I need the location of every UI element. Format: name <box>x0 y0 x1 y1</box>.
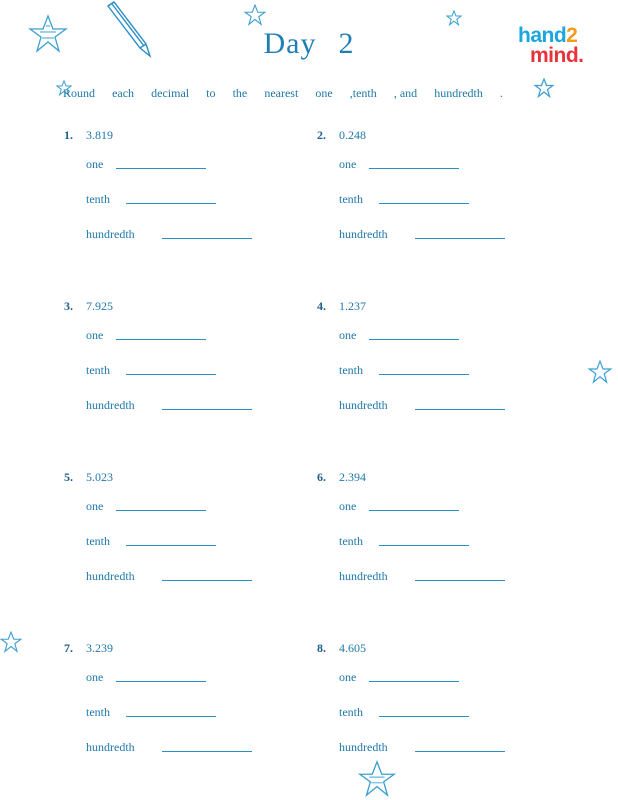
problem-8 <box>317 641 517 771</box>
answer-line-one[interactable] <box>116 339 206 340</box>
problem-3 <box>64 299 264 429</box>
label-tenth: tenth <box>86 363 110 377</box>
answer-line-tenth[interactable] <box>379 545 469 546</box>
answer-line-hundredth[interactable] <box>415 238 505 239</box>
label-hundredth: hundredth <box>86 398 135 412</box>
instruction-word: , and <box>393 86 418 100</box>
label-hundredth: hundredth <box>339 740 388 754</box>
answer-line-hundredth[interactable] <box>162 409 252 410</box>
answer-line-hundredth[interactable] <box>415 409 505 410</box>
hand2mind-logo <box>518 24 598 70</box>
logo-hand: hand <box>518 24 567 47</box>
problem-number: 6. <box>317 470 326 484</box>
label-one: one <box>86 499 104 513</box>
answer-line-hundredth[interactable] <box>162 238 252 239</box>
problem-value: 3.819 <box>86 128 113 142</box>
answer-line-one[interactable] <box>116 510 206 511</box>
label-hundredth: hundredth <box>86 227 135 241</box>
answer-line-one[interactable] <box>116 681 206 682</box>
instruction-word: . <box>499 86 503 100</box>
problem-number: 2. <box>317 128 326 142</box>
problem-value: 2.394 <box>339 470 366 484</box>
label-tenth: tenth <box>86 705 110 719</box>
instruction-word: ,tenth <box>349 86 377 100</box>
answer-line-one[interactable] <box>116 168 206 169</box>
title-word: Day <box>263 27 317 60</box>
star-icon <box>244 4 266 26</box>
problem-5 <box>64 470 264 600</box>
answer-line-hundredth[interactable] <box>162 751 252 752</box>
instruction-word: to <box>206 86 216 100</box>
logo-mind: mind. <box>530 44 584 67</box>
logo-two: 2 <box>566 24 578 47</box>
label-hundredth: hundredth <box>339 398 388 412</box>
label-one: one <box>86 670 104 684</box>
answer-line-one[interactable] <box>369 510 459 511</box>
problem-1 <box>64 128 264 258</box>
answer-line-tenth[interactable] <box>379 716 469 717</box>
label-one: one <box>339 670 357 684</box>
label-tenth: tenth <box>86 192 110 206</box>
answer-line-one[interactable] <box>369 681 459 682</box>
problem-number: 7. <box>64 641 73 655</box>
answer-line-tenth[interactable] <box>379 203 469 204</box>
label-hundredth: hundredth <box>86 740 135 754</box>
answer-line-tenth[interactable] <box>126 716 216 717</box>
answer-line-hundredth[interactable] <box>415 751 505 752</box>
problem-number: 8. <box>317 641 326 655</box>
answer-line-tenth[interactable] <box>126 203 216 204</box>
answer-line-hundredth[interactable] <box>162 580 252 581</box>
instruction-word: nearest <box>264 86 299 100</box>
answer-line-tenth[interactable] <box>126 545 216 546</box>
problem-value: 7.925 <box>86 299 113 313</box>
answer-line-tenth[interactable] <box>126 374 216 375</box>
answer-line-one[interactable] <box>369 339 459 340</box>
problem-value: 5.023 <box>86 470 113 484</box>
problem-4 <box>317 299 517 429</box>
label-tenth: tenth <box>339 192 363 206</box>
label-tenth: tenth <box>339 534 363 548</box>
label-one: one <box>86 328 104 342</box>
label-tenth: tenth <box>339 363 363 377</box>
label-tenth: tenth <box>339 705 363 719</box>
title-day-number: 2 <box>338 27 355 60</box>
problem-number: 4. <box>317 299 326 313</box>
instruction-word: one <box>315 86 333 100</box>
label-one: one <box>86 157 104 171</box>
problem-number: 1. <box>64 128 73 142</box>
answer-line-tenth[interactable] <box>379 374 469 375</box>
label-one: one <box>339 499 357 513</box>
problem-6 <box>317 470 517 600</box>
problem-value: 3.239 <box>86 641 113 655</box>
star-icon <box>0 630 22 654</box>
problem-value: 4.605 <box>339 641 366 655</box>
label-hundredth: hundredth <box>339 227 388 241</box>
problem-2 <box>317 128 517 258</box>
label-one: one <box>339 157 357 171</box>
problem-value: 0.248 <box>339 128 366 142</box>
instruction-word: hundredth <box>434 86 483 100</box>
label-hundredth: hundredth <box>339 569 388 583</box>
instruction-word: Round <box>63 86 96 100</box>
instruction-word: the <box>232 86 248 100</box>
label-one: one <box>339 328 357 342</box>
answer-line-one[interactable] <box>369 168 459 169</box>
problem-value: 1.237 <box>339 299 366 313</box>
answer-line-hundredth[interactable] <box>415 580 505 581</box>
instruction-word: decimal <box>151 86 190 100</box>
instructions <box>63 86 503 101</box>
problem-number: 3. <box>64 299 73 313</box>
star-icon <box>534 78 554 98</box>
star-icon <box>446 10 462 26</box>
problem-7 <box>64 641 264 771</box>
problem-number: 5. <box>64 470 73 484</box>
star-icon <box>588 360 612 384</box>
instruction-word: each <box>112 86 135 100</box>
label-tenth: tenth <box>86 534 110 548</box>
label-hundredth: hundredth <box>86 569 135 583</box>
